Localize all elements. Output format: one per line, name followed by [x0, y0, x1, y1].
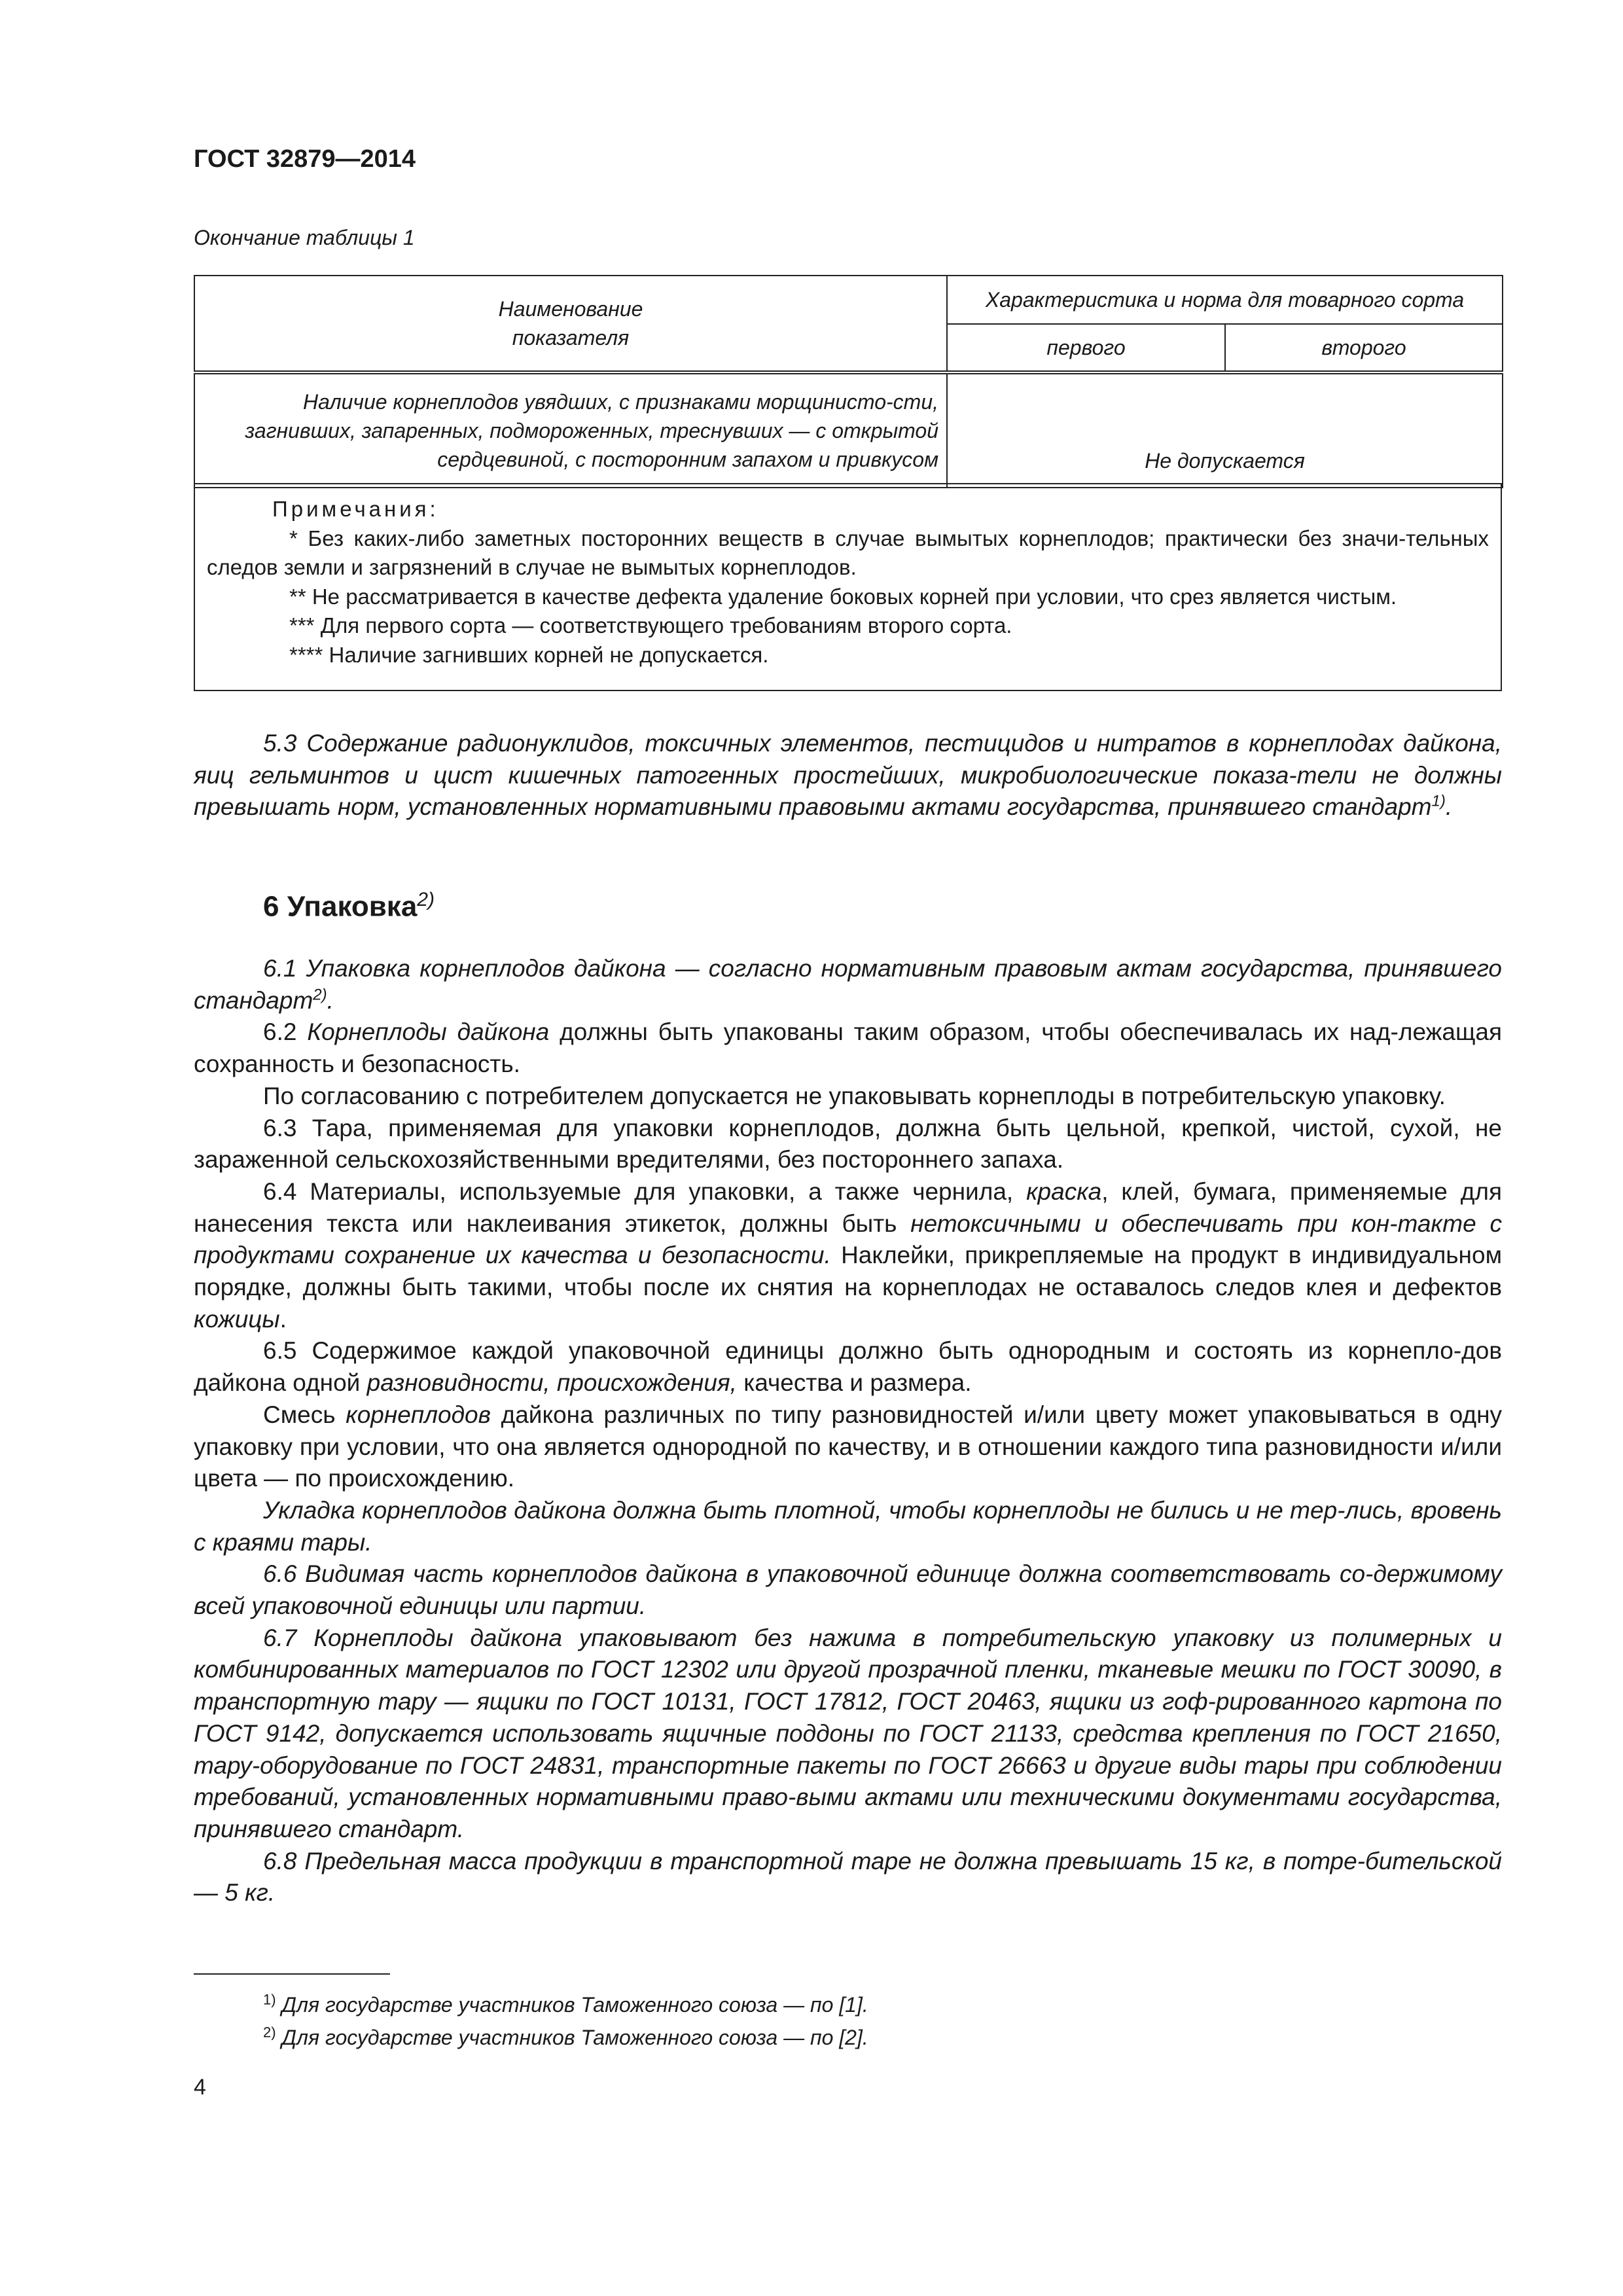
footnote: $^{2)}$ Для государстве участников Таможенного союза — по [2]. — [263, 2024, 868, 2049]
footnote-ref: 1) — [1431, 793, 1446, 811]
paragraph-6-5: 6.5 Содержимое каждой упаковочной единицы должно быть однородным и состоять из корнепло-дов дайкона одной разновидности, происхождения, качества и размера. — [194, 1337, 1502, 1397]
spec-table — [194, 275, 1503, 488]
footnote-ref: 2) — [417, 889, 435, 910]
note-item: * Без каких-либо заметных посторонних веществ в случае вымытых корнеплодов; практически без значи-тельных следов земли и загрязнений в случае не вымытых корнеплодов. — [207, 526, 1489, 579]
paragraph-6-8: 6.8 Предельная масса продукции в транспортной таре не должна превышать 15 кг, в потре-бительской — 5 кг. — [194, 1847, 1502, 1907]
paragraph-6-1: 6.1 Упаковка корнеплодов дайкона — согласно нормативным правовым актам государства, принявшего стандарт$^{2)}$. — [194, 955, 1502, 1014]
document-header: ГОСТ 32879—2014 — [194, 145, 416, 173]
paragraph-6-3: 6.3 Тара, применяемая для упаковки корнеплодов, должна быть цельной, крепкой, чистой, сухой, не зараженной сельскохозяйственными вредителями, без постороннего запаха. — [194, 1114, 1502, 1174]
note-item: **** Наличие загнивших корней не допускается. — [289, 642, 769, 667]
col-header-second-grade: второго — [1225, 324, 1503, 372]
footnote-separator — [194, 1973, 390, 1975]
table-caption: Окончание таблицы 1 — [194, 226, 415, 249]
paragraph-6-2: 6.2 Корнеплоды дайкона должны быть упакованы таким образом, чтобы обеспечивалась их над-лежащая сохранность и безопасность. — [194, 1018, 1502, 1078]
paragraph-6-6: 6.6 Видимая часть корнеплодов дайкона в упаковочной единице должна соответствовать со-держимому всей упаковочной единицы или партии. — [194, 1560, 1502, 1620]
footnotes — [263, 1988, 868, 2054]
page-number: 4 — [194, 2075, 206, 2100]
paragraph-6-2b: По согласованию с потребителем допускается не упаковывать корнеплоды в потребительскую упаковку. — [263, 1082, 1446, 1109]
table-row-value: Не допускается — [947, 372, 1503, 488]
section-title-6: 6 Упаковка$^{2)}$ — [263, 889, 435, 923]
col-header-norm: Характеристика и норма для товарного сорта — [947, 276, 1503, 324]
col-header-first-grade: первого — [947, 324, 1225, 372]
notes-title: Примечания: — [272, 497, 439, 521]
note-item: ** Не рассматривается в качестве дефекта удаление боковых корней при условии, что срез является чистым. — [289, 584, 1397, 609]
table-row-parameter: Наличие корнеплодов увядших, с признаками морщинисто-сти, загнивших, запаренных, подмороженных, треснувших — с открытой сердцевиной, с посторонним запахом и привкусом — [194, 372, 947, 488]
table-notes — [194, 483, 1502, 691]
paragraph-6-4: 6.4 Материалы, используемые для упаковки, а также чернила, краска, клей, бумага, применяемые для нанесения текста или наклеивания этикеток, должны быть нетоксичными и обеспечивать при кон-такте с продуктами сохранение их качества и безопасности. Наклейки, прикрепляемые на продукт в индивидуальном порядке, должны быть такими, чтобы после их снятия на корнеплодах не оставалось следов клея и дефектов кожицы. — [194, 1177, 1503, 1333]
paragraph-5-3: 5.3 Содержание радионуклидов, токсичных элементов, пестицидов и нитратов в корнеплодах дайкона, яиц гельминтов и цист кишечных патогенных простейших, микробиологические показа-тели не должны превышать норм, установленных нормативными правовыми актами государства, принявшего стандарт$^{1)}$. — [194, 730, 1502, 821]
section-6-body — [194, 953, 1502, 1909]
col-header-parameter: Наименование показателя — [194, 276, 947, 372]
paragraph-6-7: 6.7 Корнеплоды дайкона упаковывают без нажима в потребительскую упаковку из полимерных и комбинированных материалов по ГОСТ 12302 или другой прозрачной пленки, тканевые мешки по ГОСТ 30090, в транспортную тару — ящики по ГОСТ 10131, ГОСТ 17812, ГОСТ 20463, ящики из гоф-рированного картона по ГОСТ 9142, допускается использовать ящичные поддоны по ГОСТ 21133, средства крепления по ГОСТ 21650, тару-оборудование по ГОСТ 24831, транспортные пакеты по ГОСТ 26663 и другие виды тары при соблюдении требований, установленных нормативными право-выми актами или техническими документами государства, принявшего стандарт. — [194, 1624, 1502, 1842]
paragraph-6-5b: Смесь корнеплодов дайкона различных по типу разновидностей и/или цвету может упаковываться в одну упаковку при условии, что она является однородной по качеству, и в отношении каждого типа разновидности и/или цвета — по происхождению. — [194, 1401, 1503, 1492]
note-item: *** Для первого сорта — соответствующего требованиям второго сорта. — [289, 613, 1012, 637]
paragraph-6-5c: Укладка корнеплодов дайкона должна быть плотной, чтобы корнеплоды не бились и не тер-лись, вровень с краями тары. — [194, 1496, 1502, 1556]
footnote: $^{1)}$ Для государстве участников Таможенного союза — по [1]. — [263, 1991, 868, 2017]
footnote-ref: 2) — [313, 986, 327, 1004]
